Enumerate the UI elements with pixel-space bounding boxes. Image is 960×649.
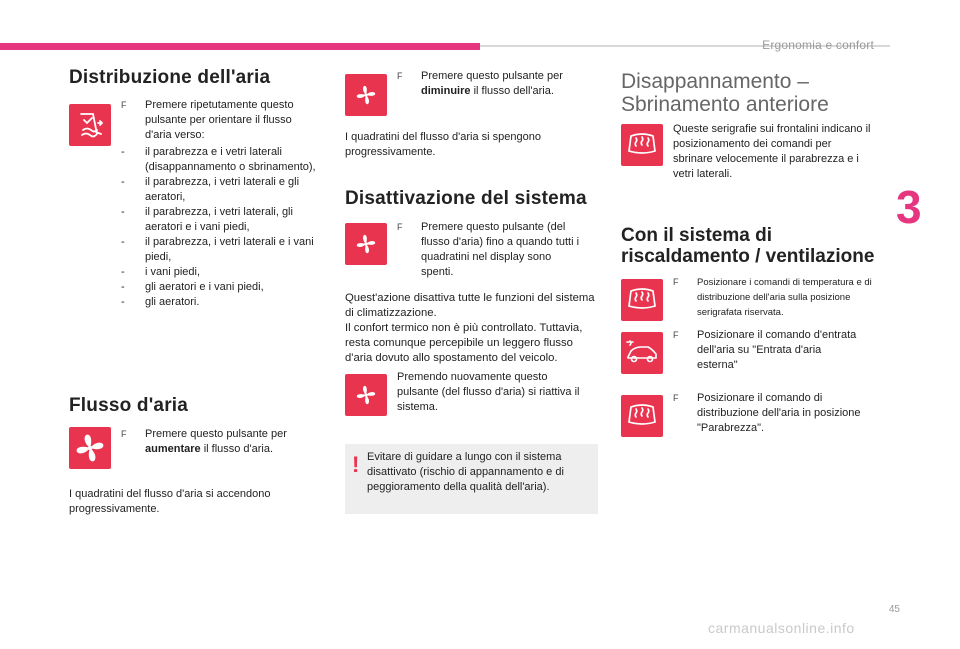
section-title-riscaldamento	[621, 225, 874, 267]
list-item: - il parabrezza e i vetri laterali (disappannamento o sbrinamento),	[121, 145, 321, 175]
header-accent-bar	[0, 43, 480, 50]
distribuzione-intro: Premere ripetutamente questo pulsante per orientare il flusso d'aria verso:	[145, 99, 294, 141]
step3-text: Posizionare il comando di distribuzione dell'aria in posizione "Parabrezza".	[697, 392, 861, 434]
list-item: - gli aeratori.	[121, 295, 321, 310]
distribuzione-step	[121, 98, 321, 143]
step-bullet: F	[121, 429, 127, 439]
step-bullet: F	[121, 100, 127, 110]
step-bullet: F	[673, 393, 679, 403]
fan-icon	[345, 223, 387, 265]
main-title-line1: Disappannamento –	[621, 70, 809, 93]
dim-post: il flusso dell'aria.	[470, 85, 554, 97]
step-bullet: F	[673, 277, 679, 287]
windshield-defrost-icon	[621, 395, 663, 437]
windshield-defrost-icon	[621, 279, 663, 321]
main-title-line2: Sbrinamento anteriore	[621, 93, 829, 116]
chapter-title: Ergonomia e confort	[762, 38, 874, 52]
list-item: - i vani piedi,	[121, 265, 321, 280]
section-title-flusso: Flusso d'aria	[69, 395, 189, 416]
sub-title-line2: riscaldamento / ventilazione	[621, 246, 875, 267]
step1-text: Posizionare i comandi di temperatura e di distribuzione dell'aria sulla posizione serigrafata riservata.	[697, 277, 872, 318]
section-title-disattivazione: Disattivazione del sistema	[345, 188, 587, 209]
disattivazione-para2: Il confort termico non è più controllato. Tuttavia, resta comunque percepibile un leggero flusso d'aria dovuto allo spostamento del veicolo.	[345, 322, 583, 364]
riscaldamento-step1	[673, 275, 873, 320]
fan-icon	[69, 427, 111, 469]
step-bullet: F	[673, 330, 679, 340]
flusso-pre: Premere questo pulsante per	[145, 428, 287, 440]
flusso-step	[121, 427, 321, 457]
diminuire-note: I quadratini del flusso d'aria si spengono progressivamente.	[345, 131, 541, 158]
distribuzione-list	[121, 145, 321, 310]
flusso-note: I quadratini del flusso d'aria si accendono progressivamente.	[69, 488, 271, 515]
page-number: 45	[888, 604, 900, 615]
riscaldamento-step3	[673, 391, 863, 436]
main-title	[621, 70, 829, 116]
disattivazione-step-text: Premere questo pulsante (del flusso d'aria) fino a quando tutti i quadratini nel display sono spenti.	[421, 221, 580, 278]
warning-text: Evitare di guidare a lungo con il sistema disattivato (rischio di appannamento e di peggioramento della qualità dell'aria).	[367, 451, 564, 493]
external-air-car-icon	[621, 332, 663, 374]
warning-icon: !	[352, 452, 360, 477]
defrost-intro: Queste serigrafie sui frontalini indicano il posizionamento dei comandi per sbrinare velocemente il parabrezza e i vetri laterali.	[673, 123, 871, 180]
disattivazione-step	[397, 220, 582, 280]
list-item: - gli aeratori e i vani piedi,	[121, 280, 321, 295]
fan-icon	[345, 74, 387, 116]
flusso-bold: aumentare	[145, 443, 201, 455]
fan-icon	[345, 374, 387, 416]
dim-bold: diminuire	[421, 85, 471, 97]
list-item: - il parabrezza, i vetri laterali e gli aeratori,	[121, 175, 321, 205]
diminuire-step	[397, 69, 587, 99]
list-item: - il parabrezza, i vetri laterali, gli aeratori e i vani piedi,	[121, 205, 321, 235]
flusso-post: il flusso d'aria.	[200, 443, 274, 455]
step2-text: Posizionare il comando d'entrata dell'aria su "Entrata d'aria esterna"	[697, 329, 857, 371]
section-title-distribuzione: Distribuzione dell'aria	[69, 67, 271, 88]
disattivazione-para1: Quest'azione disattiva tutte le funzioni del sistema di climatizzazione.	[345, 292, 595, 319]
chapter-number: 3	[896, 181, 922, 233]
list-item: - il parabrezza, i vetri laterali e i vani piedi,	[121, 235, 321, 265]
dim-pre: Premere questo pulsante per	[421, 70, 563, 82]
sub-title-line1: Con il sistema di	[621, 225, 772, 246]
disattivazione-paragraph	[345, 291, 603, 366]
step-bullet: F	[397, 71, 403, 81]
windshield-defrost-icon	[621, 124, 663, 166]
air-distribution-icon	[69, 104, 111, 146]
riscaldamento-step2	[673, 328, 863, 373]
riattiva-text: Premendo nuovamente questo pulsante (del flusso d'aria) si riattiva il sistema.	[397, 371, 580, 413]
footer-watermark: carmanualsonline.info	[708, 620, 855, 636]
step-bullet: F	[397, 222, 403, 232]
